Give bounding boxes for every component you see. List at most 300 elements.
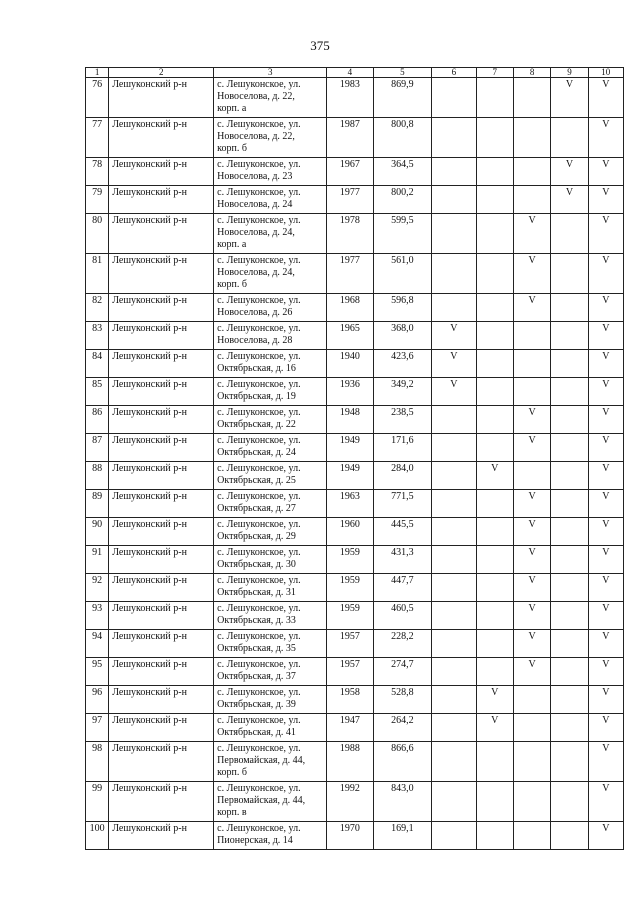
mark-cell-c10: V <box>588 186 623 214</box>
table-row <box>86 434 624 462</box>
mark-cell-c7 <box>476 742 513 782</box>
mark-cell-c7 <box>476 118 513 158</box>
mark-cell-c7 <box>476 822 513 850</box>
mark-cell-c6 <box>432 782 476 822</box>
page-number: 375 <box>310 38 330 53</box>
address-cell <box>214 118 327 158</box>
mark-cell-c7 <box>476 630 513 658</box>
district-cell: Лешуконский р-н <box>109 158 214 186</box>
mark-cell-c8: V <box>513 574 550 602</box>
address-line: Пионерская, д. 14 <box>217 835 293 846</box>
year-cell: 1957 <box>327 658 373 686</box>
column-header: 9 <box>551 68 588 78</box>
row-number-cell: 86 <box>86 406 109 434</box>
mark-cell-c9 <box>551 602 588 630</box>
address-line: корп. б <box>217 279 247 290</box>
mark-cell-c7: V <box>476 714 513 742</box>
mark-cell-c7 <box>476 350 513 378</box>
row-number-cell: 98 <box>86 742 109 782</box>
mark-cell-c8: V <box>513 214 550 254</box>
row-number-cell: 87 <box>86 434 109 462</box>
area-cell: 447,7 <box>373 574 432 602</box>
district-cell: Лешуконский р-н <box>109 434 214 462</box>
mark-cell-c10: V <box>588 630 623 658</box>
year-cell: 1978 <box>327 214 373 254</box>
district-cell: Лешуконский р-н <box>109 630 214 658</box>
table-row <box>86 350 624 378</box>
year-cell: 1988 <box>327 742 373 782</box>
mark-cell-c7: V <box>476 462 513 490</box>
mark-cell-c7 <box>476 782 513 822</box>
address-line: с. Лешуконское, ул. <box>217 187 301 198</box>
mark-cell-c6 <box>432 78 476 118</box>
mark-cell-c7 <box>476 322 513 350</box>
table-row <box>86 322 624 350</box>
district-cell: Лешуконский р-н <box>109 378 214 406</box>
row-number-cell: 76 <box>86 78 109 118</box>
mark-cell-c10: V <box>588 490 623 518</box>
mark-cell-c9 <box>551 546 588 574</box>
address-cell <box>214 822 327 850</box>
address-line: с. Лешуконское, ул. <box>217 463 301 474</box>
address-line: с. Лешуконское, ул. <box>217 255 301 266</box>
year-cell: 1959 <box>327 546 373 574</box>
table-row <box>86 118 624 158</box>
area-cell: 843,0 <box>373 782 432 822</box>
address-line: Октябрьская, д. 31 <box>217 587 296 598</box>
address-line: с. Лешуконское, ул. <box>217 119 301 130</box>
address-cell <box>214 214 327 254</box>
mark-cell-c10: V <box>588 378 623 406</box>
mark-cell-c10: V <box>588 322 623 350</box>
mark-cell-c6 <box>432 214 476 254</box>
area-cell: 349,2 <box>373 378 432 406</box>
mark-cell-c10: V <box>588 350 623 378</box>
mark-cell-c10: V <box>588 434 623 462</box>
address-line: с. Лешуконское, ул. <box>217 575 301 586</box>
address-line: Октябрьская, д. 27 <box>217 503 296 514</box>
mark-cell-c6: V <box>432 350 476 378</box>
mark-cell-c7 <box>476 158 513 186</box>
address-cell <box>214 406 327 434</box>
table-row <box>86 490 624 518</box>
mark-cell-c10: V <box>588 546 623 574</box>
mark-cell-c6 <box>432 822 476 850</box>
mark-cell-c8 <box>513 742 550 782</box>
year-cell: 1959 <box>327 602 373 630</box>
district-cell: Лешуконский р-н <box>109 822 214 850</box>
address-cell <box>214 602 327 630</box>
address-cell <box>214 518 327 546</box>
mark-cell-c7 <box>476 378 513 406</box>
mark-cell-c8 <box>513 462 550 490</box>
row-number-cell: 90 <box>86 518 109 546</box>
column-number-row <box>86 68 624 78</box>
district-cell: Лешуконский р-н <box>109 686 214 714</box>
mark-cell-c6 <box>432 254 476 294</box>
table-row <box>86 630 624 658</box>
table-row <box>86 462 624 490</box>
area-cell: 460,5 <box>373 602 432 630</box>
row-number-cell: 85 <box>86 378 109 406</box>
address-line: с. Лешуконское, ул. <box>217 435 301 446</box>
table-row <box>86 686 624 714</box>
mark-cell-c9 <box>551 714 588 742</box>
address-cell <box>214 782 327 822</box>
year-cell: 1947 <box>327 714 373 742</box>
mark-cell-c10: V <box>588 158 623 186</box>
mark-cell-c9 <box>551 350 588 378</box>
address-line: с. Лешуконское, ул. <box>217 323 301 334</box>
year-cell: 1940 <box>327 350 373 378</box>
table-row <box>86 742 624 782</box>
mark-cell-c9 <box>551 254 588 294</box>
mark-cell-c7 <box>476 658 513 686</box>
table-row <box>86 546 624 574</box>
mark-cell-c9 <box>551 686 588 714</box>
mark-cell-c10: V <box>588 782 623 822</box>
mark-cell-c8 <box>513 322 550 350</box>
mark-cell-c8 <box>513 350 550 378</box>
column-header: 1 <box>86 68 109 78</box>
mark-cell-c8 <box>513 78 550 118</box>
address-line: с. Лешуконское, ул. <box>217 79 301 90</box>
mark-cell-c7 <box>476 294 513 322</box>
address-line: корп. б <box>217 767 247 778</box>
mark-cell-c7 <box>476 254 513 294</box>
address-line: Октябрьская, д. 41 <box>217 727 296 738</box>
mark-cell-c9 <box>551 630 588 658</box>
district-cell: Лешуконский р-н <box>109 214 214 254</box>
area-cell: 800,8 <box>373 118 432 158</box>
mark-cell-c9: V <box>551 186 588 214</box>
mark-cell-c6 <box>432 686 476 714</box>
mark-cell-c7 <box>476 490 513 518</box>
mark-cell-c6: V <box>432 322 476 350</box>
area-cell: 869,9 <box>373 78 432 118</box>
address-line: с. Лешуконское, ул. <box>217 547 301 558</box>
mark-cell-c9 <box>551 518 588 546</box>
address-line: с. Лешуконское, ул. <box>217 159 301 170</box>
address-line: с. Лешуконское, ул. <box>217 603 301 614</box>
district-cell: Лешуконский р-н <box>109 186 214 214</box>
column-header: 5 <box>373 68 432 78</box>
mark-cell-c10: V <box>588 78 623 118</box>
row-number-cell: 92 <box>86 574 109 602</box>
address-line: Октябрьская, д. 35 <box>217 643 296 654</box>
address-line: Октябрьская, д. 16 <box>217 363 296 374</box>
mark-cell-c6 <box>432 518 476 546</box>
mark-cell-c8: V <box>513 406 550 434</box>
address-cell <box>214 350 327 378</box>
table-row <box>86 186 624 214</box>
district-cell: Лешуконский р-н <box>109 118 214 158</box>
mark-cell-c9 <box>551 406 588 434</box>
housing-registry-table <box>85 67 624 850</box>
table-row <box>86 574 624 602</box>
table-row <box>86 158 624 186</box>
address-cell <box>214 630 327 658</box>
mark-cell-c10: V <box>588 742 623 782</box>
mark-cell-c8: V <box>513 490 550 518</box>
area-cell: 169,1 <box>373 822 432 850</box>
area-cell: 238,5 <box>373 406 432 434</box>
address-line: с. Лешуконское, ул. <box>217 519 301 530</box>
mark-cell-c9 <box>551 322 588 350</box>
area-cell: 528,8 <box>373 686 432 714</box>
mark-cell-c7 <box>476 574 513 602</box>
table-row <box>86 822 624 850</box>
address-line: с. Лешуконское, ул. <box>217 295 301 306</box>
mark-cell-c8 <box>513 186 550 214</box>
address-line: Октябрьская, д. 19 <box>217 391 296 402</box>
table-row <box>86 602 624 630</box>
address-line: Новоселова, д. 26 <box>217 307 293 318</box>
address-line: Новоселова, д. 28 <box>217 335 293 346</box>
mark-cell-c6 <box>432 602 476 630</box>
mark-cell-c9 <box>551 822 588 850</box>
address-line: с. Лешуконское, ул. <box>217 743 301 754</box>
mark-cell-c9 <box>551 782 588 822</box>
year-cell: 1987 <box>327 118 373 158</box>
mark-cell-c7 <box>476 602 513 630</box>
year-cell: 1967 <box>327 158 373 186</box>
mark-cell-c6 <box>432 742 476 782</box>
row-number-cell: 97 <box>86 714 109 742</box>
address-cell <box>214 490 327 518</box>
address-line: Октябрьская, д. 24 <box>217 447 296 458</box>
row-number-cell: 100 <box>86 822 109 850</box>
mark-cell-c8: V <box>513 630 550 658</box>
area-cell: 445,5 <box>373 518 432 546</box>
address-line: корп. в <box>217 807 247 818</box>
mark-cell-c6 <box>432 406 476 434</box>
area-cell: 274,7 <box>373 658 432 686</box>
mark-cell-c8: V <box>513 254 550 294</box>
column-header: 4 <box>327 68 373 78</box>
mark-cell-c6 <box>432 630 476 658</box>
address-cell <box>214 686 327 714</box>
mark-cell-c8: V <box>513 434 550 462</box>
address-cell <box>214 158 327 186</box>
row-number-cell: 79 <box>86 186 109 214</box>
address-line: с. Лешуконское, ул. <box>217 215 301 226</box>
mark-cell-c7 <box>476 214 513 254</box>
mark-cell-c8: V <box>513 658 550 686</box>
mark-cell-c10: V <box>588 406 623 434</box>
address-line: с. Лешуконское, ул. <box>217 783 301 794</box>
mark-cell-c9: V <box>551 78 588 118</box>
year-cell: 1936 <box>327 378 373 406</box>
mark-cell-c6 <box>432 158 476 186</box>
mark-cell-c10: V <box>588 518 623 546</box>
row-number-cell: 81 <box>86 254 109 294</box>
address-line: Октябрьская, д. 30 <box>217 559 296 570</box>
mark-cell-c9 <box>551 742 588 782</box>
table-row <box>86 214 624 254</box>
area-cell: 599,5 <box>373 214 432 254</box>
mark-cell-c9 <box>551 294 588 322</box>
address-cell <box>214 658 327 686</box>
mark-cell-c10: V <box>588 714 623 742</box>
area-cell: 264,2 <box>373 714 432 742</box>
address-line: с. Лешуконское, ул. <box>217 491 301 502</box>
column-header: 6 <box>432 68 476 78</box>
column-header: 2 <box>109 68 214 78</box>
district-cell: Лешуконский р-н <box>109 574 214 602</box>
mark-cell-c7: V <box>476 686 513 714</box>
year-cell: 1968 <box>327 294 373 322</box>
address-line: Новоселова, д. 22, <box>217 91 295 102</box>
table-body <box>86 78 624 850</box>
mark-cell-c10: V <box>588 118 623 158</box>
table-row <box>86 254 624 294</box>
row-number-cell: 80 <box>86 214 109 254</box>
row-number-cell: 96 <box>86 686 109 714</box>
mark-cell-c7 <box>476 406 513 434</box>
mark-cell-c6 <box>432 118 476 158</box>
address-line: Октябрьская, д. 29 <box>217 531 296 542</box>
area-cell: 423,6 <box>373 350 432 378</box>
mark-cell-c9 <box>551 490 588 518</box>
mark-cell-c7 <box>476 434 513 462</box>
mark-cell-c6 <box>432 658 476 686</box>
mark-cell-c10: V <box>588 214 623 254</box>
address-line: с. Лешуконское, ул. <box>217 715 301 726</box>
address-line: Новоселова, д. 22, <box>217 131 295 142</box>
address-cell <box>214 294 327 322</box>
column-header: 3 <box>214 68 327 78</box>
address-line: Первомайская, д. 44, <box>217 755 306 766</box>
mark-cell-c10: V <box>588 658 623 686</box>
mark-cell-c6 <box>432 574 476 602</box>
mark-cell-c6 <box>432 294 476 322</box>
address-cell <box>214 742 327 782</box>
mark-cell-c7 <box>476 186 513 214</box>
table-row <box>86 294 624 322</box>
area-cell: 866,6 <box>373 742 432 782</box>
address-line: с. Лешуконское, ул. <box>217 687 301 698</box>
mark-cell-c10: V <box>588 254 623 294</box>
district-cell: Лешуконский р-н <box>109 406 214 434</box>
district-cell: Лешуконский р-н <box>109 742 214 782</box>
address-line: Октябрьская, д. 39 <box>217 699 296 710</box>
address-cell <box>214 378 327 406</box>
row-number-cell: 77 <box>86 118 109 158</box>
address-line: корп. а <box>217 103 247 114</box>
district-cell: Лешуконский р-н <box>109 294 214 322</box>
mark-cell-c9 <box>551 658 588 686</box>
mark-cell-c8 <box>513 782 550 822</box>
mark-cell-c8 <box>513 822 550 850</box>
mark-cell-c9 <box>551 434 588 462</box>
mark-cell-c9 <box>551 214 588 254</box>
mark-cell-c6 <box>432 714 476 742</box>
address-line: Октябрьская, д. 25 <box>217 475 296 486</box>
district-cell: Лешуконский р-н <box>109 602 214 630</box>
address-line: с. Лешуконское, ул. <box>217 823 301 834</box>
area-cell: 284,0 <box>373 462 432 490</box>
area-cell: 431,3 <box>373 546 432 574</box>
mark-cell-c10: V <box>588 462 623 490</box>
address-line: корп. а <box>217 239 247 250</box>
district-cell: Лешуконский р-н <box>109 658 214 686</box>
row-number-cell: 84 <box>86 350 109 378</box>
mark-cell-c7 <box>476 78 513 118</box>
table-row <box>86 714 624 742</box>
address-line: с. Лешуконское, ул. <box>217 631 301 642</box>
year-cell: 1958 <box>327 686 373 714</box>
mark-cell-c9 <box>551 462 588 490</box>
row-number-cell: 94 <box>86 630 109 658</box>
address-cell <box>214 186 327 214</box>
year-cell: 1977 <box>327 186 373 214</box>
mark-cell-c9 <box>551 378 588 406</box>
table-row <box>86 78 624 118</box>
area-cell: 368,0 <box>373 322 432 350</box>
area-cell: 171,6 <box>373 434 432 462</box>
address-line: Октябрьская, д. 37 <box>217 671 296 682</box>
row-number-cell: 91 <box>86 546 109 574</box>
row-number-cell: 95 <box>86 658 109 686</box>
address-cell <box>214 462 327 490</box>
mark-cell-c10: V <box>588 822 623 850</box>
year-cell: 1965 <box>327 322 373 350</box>
mark-cell-c8: V <box>513 294 550 322</box>
row-number-cell: 83 <box>86 322 109 350</box>
district-cell: Лешуконский р-н <box>109 78 214 118</box>
mark-cell-c7 <box>476 546 513 574</box>
area-cell: 561,0 <box>373 254 432 294</box>
mark-cell-c10: V <box>588 574 623 602</box>
address-cell <box>214 78 327 118</box>
mark-cell-c6: V <box>432 378 476 406</box>
address-line: корп. б <box>217 143 247 154</box>
mark-cell-c8: V <box>513 546 550 574</box>
address-line: с. Лешуконское, ул. <box>217 407 301 418</box>
table-row <box>86 782 624 822</box>
year-cell: 1960 <box>327 518 373 546</box>
table-row <box>86 518 624 546</box>
row-number-cell: 93 <box>86 602 109 630</box>
year-cell: 1970 <box>327 822 373 850</box>
district-cell: Лешуконский р-н <box>109 490 214 518</box>
mark-cell-c7 <box>476 518 513 546</box>
district-cell: Лешуконский р-н <box>109 782 214 822</box>
address-line: Октябрьская, д. 33 <box>217 615 296 626</box>
address-cell <box>214 322 327 350</box>
year-cell: 1949 <box>327 462 373 490</box>
column-header: 8 <box>513 68 550 78</box>
table-row <box>86 658 624 686</box>
column-header: 7 <box>476 68 513 78</box>
year-cell: 1977 <box>327 254 373 294</box>
address-line: с. Лешуконское, ул. <box>217 379 301 390</box>
address-cell <box>214 574 327 602</box>
mark-cell-c8 <box>513 378 550 406</box>
district-cell: Лешуконский р-н <box>109 254 214 294</box>
area-cell: 596,8 <box>373 294 432 322</box>
address-line: Новоселова, д. 24, <box>217 227 295 238</box>
year-cell: 1959 <box>327 574 373 602</box>
address-cell <box>214 546 327 574</box>
mark-cell-c8 <box>513 686 550 714</box>
district-cell: Лешуконский р-н <box>109 322 214 350</box>
row-number-cell: 88 <box>86 462 109 490</box>
address-cell <box>214 714 327 742</box>
address-cell <box>214 254 327 294</box>
district-cell: Лешуконский р-н <box>109 518 214 546</box>
